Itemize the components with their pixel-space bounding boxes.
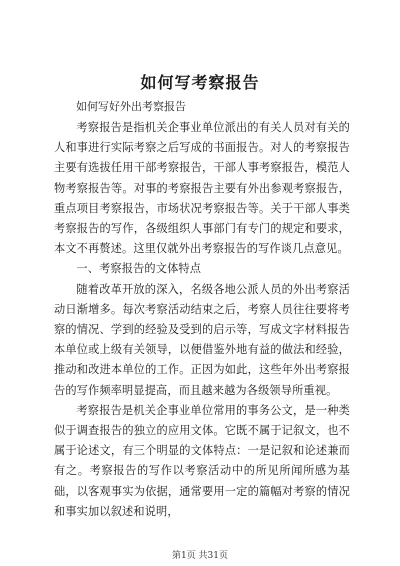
document-body <box>54 118 350 522</box>
intro-paragraph: 考察报告是指机关企事业单位派出的有关人员对有关的人和事进行实际考察之后写成的书面报告。对人的考察报告主要有选拔任用干部考察报告，干部人事考察报告，模范人物考察报告等。对事的考察报告主要有外出参观考察报告，重点项目考察报告，市场状况考察报告等。关于干部人事类考察报告的写作，各级组织人事部门有专门的规定和要求，本文不再赘述。这里仅就外出考察报告的写作谈几点意见。 <box>54 121 350 256</box>
page-number: 第1页 共31页 <box>171 551 229 561</box>
section-heading: 一、考察报告的文体特点 <box>76 262 202 276</box>
section-paragraph: 考察报告是机关企事业单位常用的事务公文，是一种类似于调查报告的独立的应用文体。它既不属于记叙文，也不属于论述文，有三个明显的文体特点：一是记叙和论述兼而有之。考察报告的写作以考察活动中的所见所闻所感为基础，以客观事实为依据，通常要用一定的篇幅对考察的情况和事实加以叙述和说明， <box>54 403 350 518</box>
section-paragraph: 随着改革开放的深入，名级各地公派人员的外出考察活动日渐增多。每次考察活动结束之后，考察人员往往要将考察的情况、学到的经验及受到的启示等，写成文字材料报告本单位或上级有关领导，以便借鉴外地有益的做法和经验，推动和改进本单位的工作。正因为如此，这些年外出考察报告的写作频率明显提高，而且越来越为各级领导所重视。 <box>54 282 350 397</box>
document-title: 如何写考察报告 <box>140 73 260 92</box>
document-subtitle: 如何写好外出考察报告 <box>76 100 186 113</box>
